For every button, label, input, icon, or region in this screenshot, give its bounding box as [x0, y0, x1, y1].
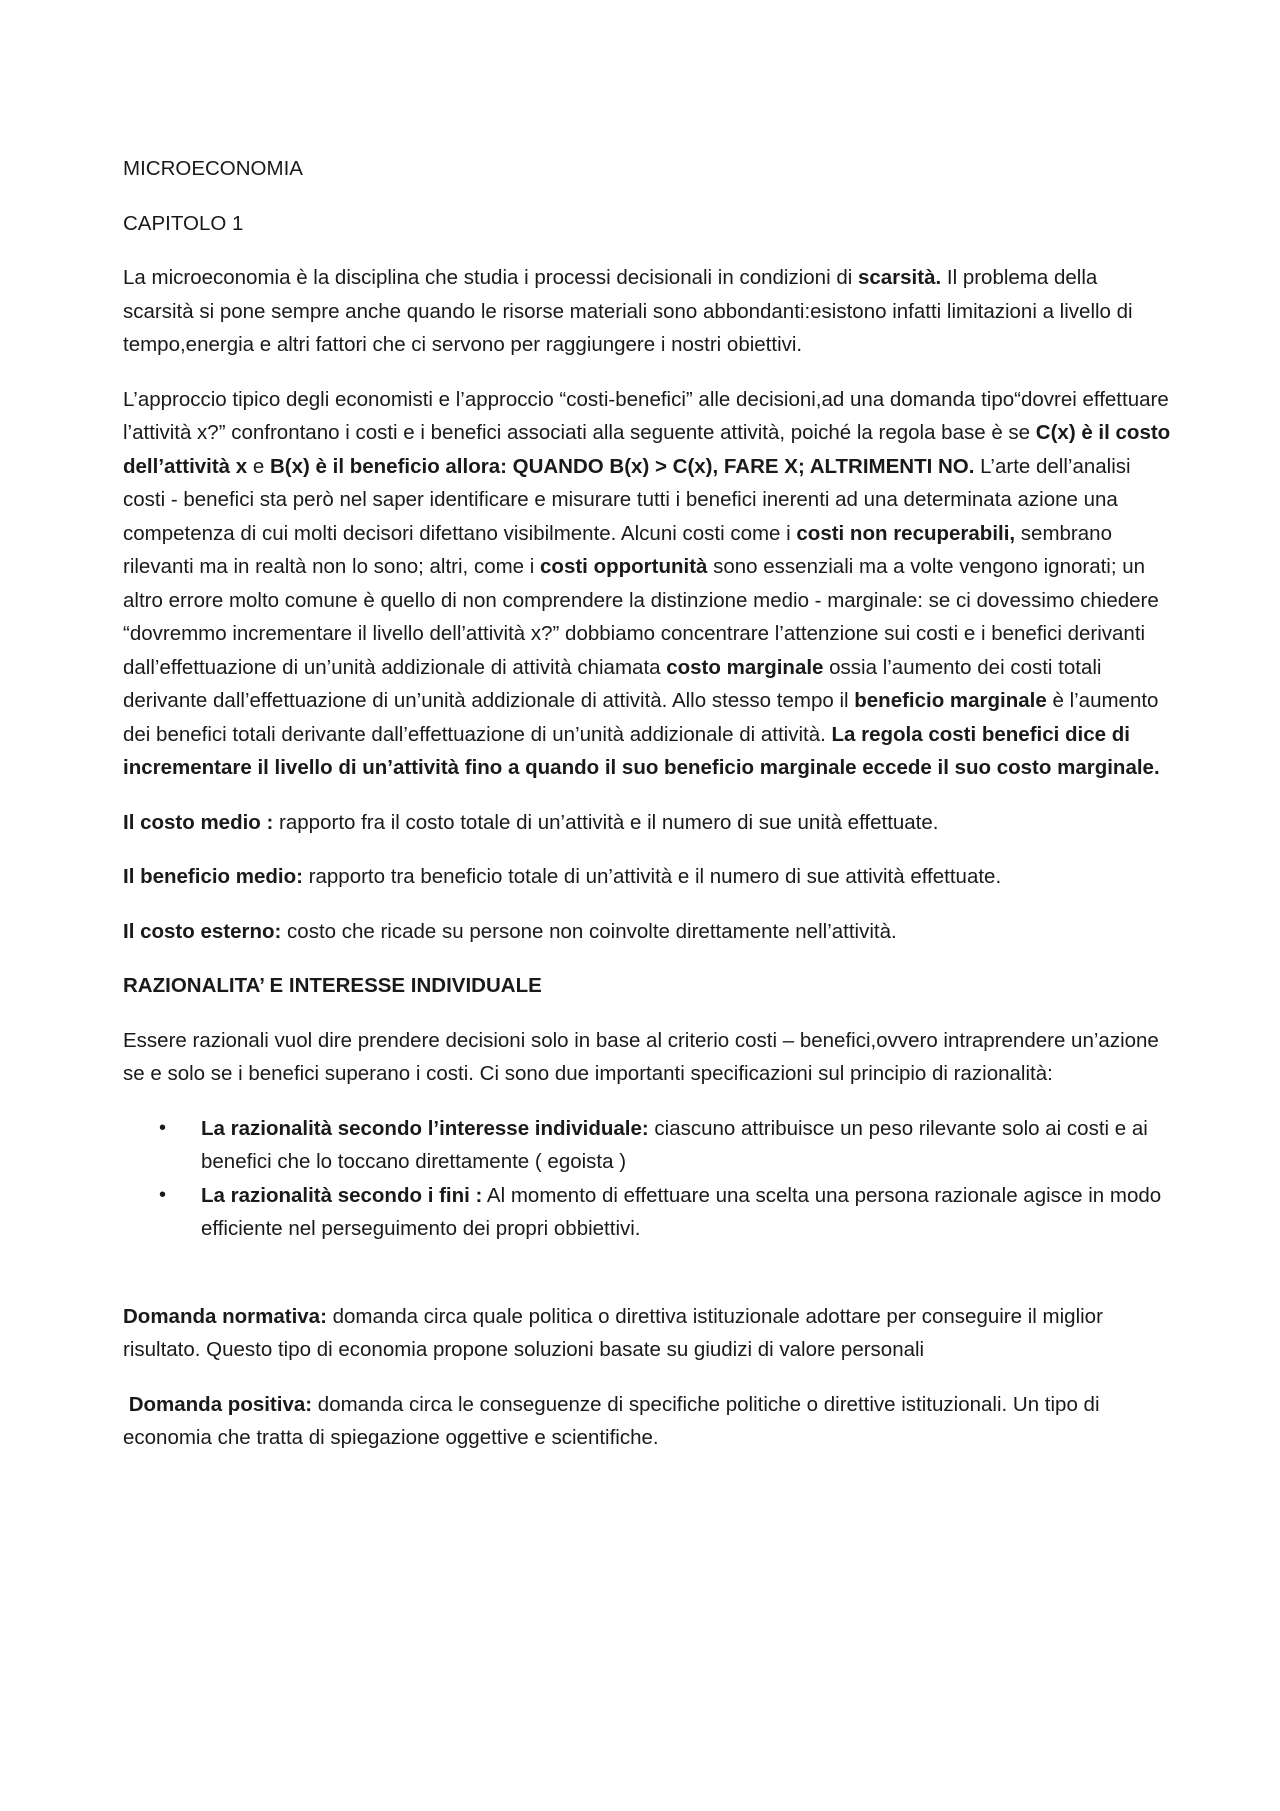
text-run: Il problema della scarsità si pone sempre anche quando le risorse materiali sono abbondanti:esistono infatti limitazioni a livello di tempo,energia e altri fattori che ci servono per raggiungere i nostri obiettivi.	[123, 266, 1133, 356]
document-body	[123, 152, 1173, 1476]
text-run: sembrano rilevanti ma in realtà non lo sono; altri, come i	[123, 521, 1112, 578]
list-item-term: La razionalità secondo i fini :	[201, 1183, 483, 1207]
text-run: L’arte dell’analisi costi - benefici sta però nel saper identificare e misurare tutti i benefici inerenti ad una determinata azione una competenza di cui molti decisori difettano visibilmente. Alcuni costi come i	[123, 454, 1131, 545]
text-run: ossia l’aumento dei costi totali derivante dall’effettuazione di un’unità addizionale di attività. Allo stesso tempo il	[123, 655, 1102, 712]
bold-run: costi opportunità	[540, 555, 708, 578]
text-run: La microeconomia è la disciplina che studia i processi decisionali in condizioni di	[123, 266, 858, 289]
definition-text: costo che ricade su persone non coinvolte direttamente nell’attività.	[281, 919, 897, 943]
bullet-icon: •	[159, 1183, 167, 1206]
list-item	[159, 1112, 1173, 1179]
definition-external-cost	[123, 915, 1173, 949]
document-title: MICROECONOMIA	[123, 157, 303, 180]
spacer	[123, 1267, 1173, 1300]
definition-term: Il costo esterno:	[123, 919, 282, 943]
text-run: L’approccio tipico degli economisti e l’approccio “costi-benefici” alle decisioni,ad una domanda tipo“dovrei effettuare l’attività x?” confrontano i costi e i benefici associati alla seguente attività, poiché la regola base è se	[123, 387, 1169, 444]
chapter-heading: CAPITOLO 1	[123, 211, 244, 235]
definition-text: rapporto tra beneficio totale di un’attività e il numero di sue attività effettuate.	[302, 865, 1002, 888]
bold-run: beneficio marginale	[854, 689, 1047, 712]
list-item	[159, 1179, 1173, 1246]
list-item-term: La razionalità secondo l’interesse individuale:	[201, 1116, 649, 1140]
text-run: e	[247, 454, 270, 478]
list-item-text: ciascuno attribuisce un peso rilevante solo ai costi e ai benefici che lo toccano direttamente ( egoista )	[201, 1116, 1148, 1173]
definition-average-cost	[123, 806, 1173, 840]
definition-text: domanda circa quale politica o direttiva istituzionale adottare per conseguire il miglior risultato. Questo tipo di economia propone soluzioni basate su giudizi di valore personali	[123, 1304, 1103, 1361]
text-run: è l’aumento dei benefici totali derivante dall’effettuazione di un’unità addizionale di attività.	[123, 689, 1159, 746]
paragraph-normative-question	[123, 1300, 1173, 1367]
text-run: sono essenziali ma a volte vengono ignorati; un altro errore molto comune è quello di non comprendere la distinzione medio - marginale: se ci dovessimo chiedere “dovremmo incrementare il livello dell’attività x?” dobbiamo concentrare l’attenzione sui costi e i benefici derivanti dall’effettuazione di un’unità addizionale di attività chiamata	[123, 555, 1159, 679]
bold-run: B(x) è il beneficio allora: QUANDO B(x) > C(x), FARE X; ALTRIMENTI NO.	[269, 454, 975, 478]
paragraph-scarcity	[123, 261, 1173, 362]
definition-average-benefit	[123, 860, 1173, 894]
section-heading	[123, 969, 1173, 1003]
paragraph-cost-benefit	[123, 383, 1173, 785]
section-heading-text: RAZIONALITA’ E INTERESSE INDIVIDUALE	[123, 974, 542, 997]
bold-run: La regola costi benefici dice di incrementare il livello di un’attività fino a quando il suo beneficio marginale eccede il suo costo marginale.	[123, 722, 1160, 779]
bullet-icon: •	[159, 1116, 167, 1139]
bold-run: costi non recuperabili,	[796, 521, 1016, 545]
list-item-text: Al momento di effettuare una scelta una persona razionale agisce in modo efficiente nel perseguimento dei propri obbiettivi.	[201, 1183, 1162, 1240]
definition-term: Il beneficio medio:	[123, 865, 303, 888]
definition-term: Il costo medio :	[123, 810, 274, 834]
bold-run: scarsità.	[857, 266, 942, 289]
definition-term: Domanda normativa:	[123, 1304, 327, 1328]
definition-text: domanda circa le conseguenze di specifiche politiche o direttive istituzionali. Un tipo di economia che tratta di spiegazione oggettive e scientifiche.	[123, 1392, 1100, 1449]
bold-run: costo marginale	[666, 655, 824, 679]
paragraph-rationality: Essere razionali vuol dire prendere decisioni solo in base al criterio costi – benefici,ovvero intraprendere un’azione se e solo se i benefici superano i costi. Ci sono due importanti specificazioni sul principio di razionalità:	[123, 1028, 1159, 1085]
paragraph-positive-question	[123, 1388, 1173, 1455]
bullet-list	[123, 1112, 1173, 1246]
definition-text: rapporto fra il costo totale di un’attività e il numero di sue unità effettuate.	[273, 810, 939, 834]
bold-run: C(x) è il costo dell’attività x	[123, 421, 1171, 478]
definition-term: Domanda positiva:	[123, 1392, 313, 1416]
